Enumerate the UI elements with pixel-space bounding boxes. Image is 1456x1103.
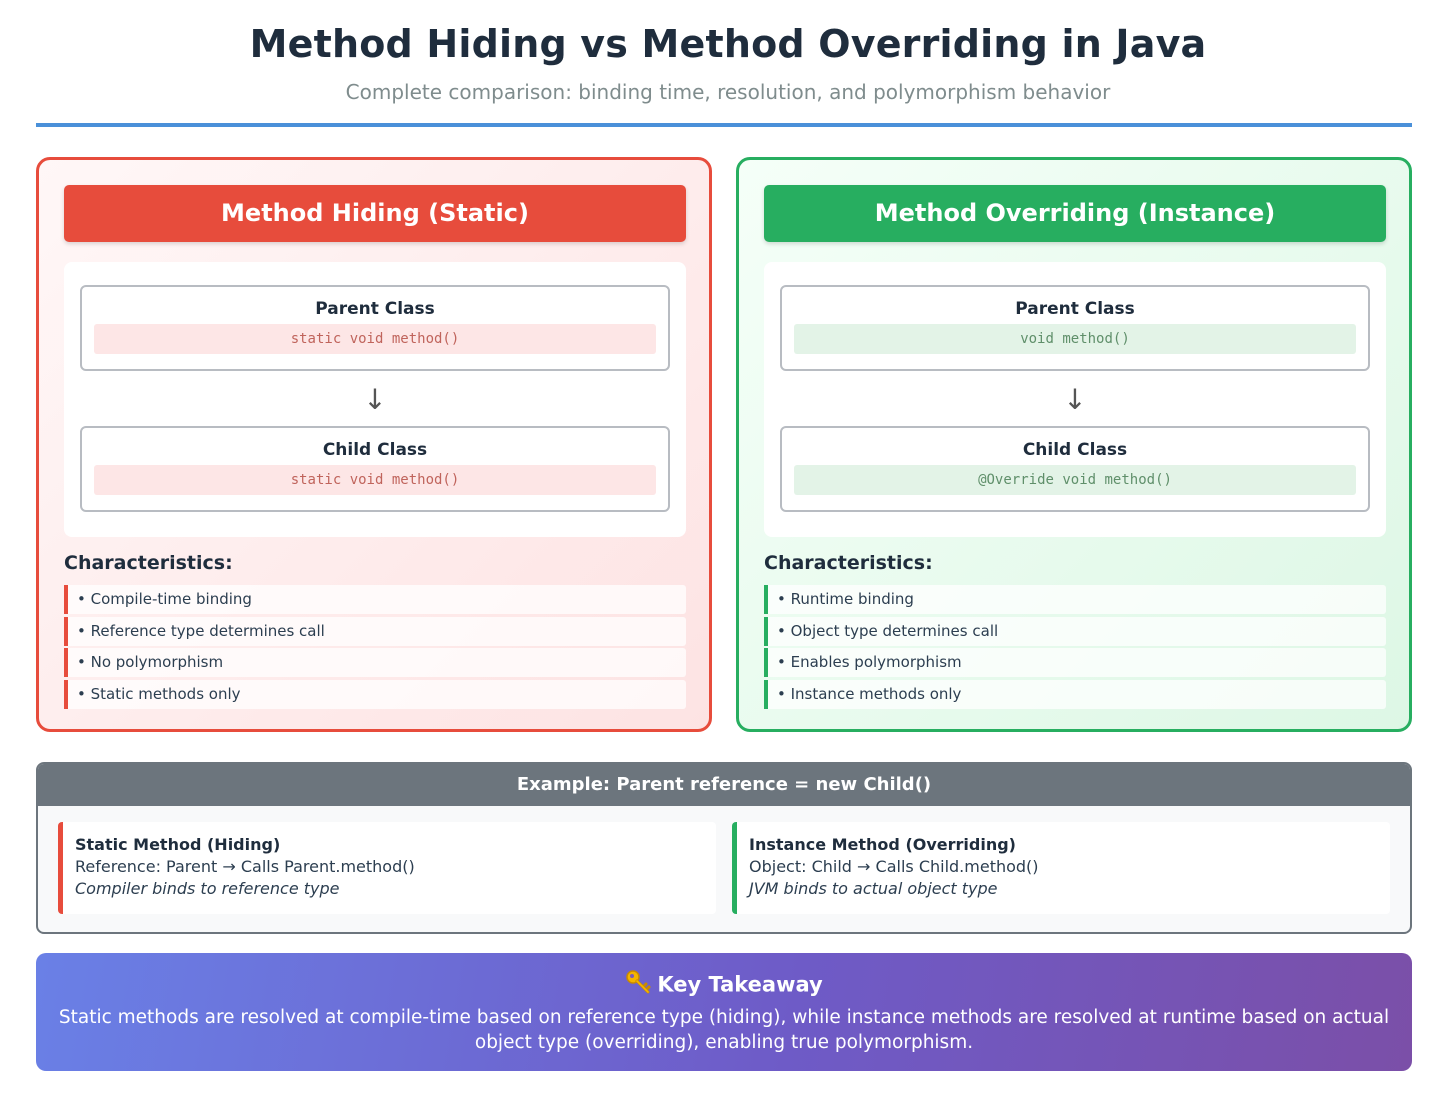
instance-example-note: JVM binds to actual object type (749, 879, 998, 898)
list-item: • Reference type determines call (64, 617, 686, 646)
list-item: • Runtime binding (764, 585, 1386, 614)
hiding-child-class-name: Child Class (322, 440, 428, 460)
static-example-title: Static Method (Hiding) (75, 835, 281, 854)
hiding-characteristics-title: Characteristics: (64, 552, 233, 574)
overriding-child-class-box (780, 426, 1370, 512)
takeaway-text: Static methods are resolved at compile-time based on reference type (hiding), while instance methods are resolved at runtime based on actual object type (overriding), enabling true polymorphism. (58, 1007, 1390, 1053)
instance-method-example-card (732, 822, 1390, 914)
list-item: • No polymorphism (64, 648, 686, 677)
hiding-parent-class-box (80, 285, 670, 371)
method-overriding-panel (736, 157, 1412, 732)
overriding-parent-method-code: void method() (794, 324, 1356, 354)
overriding-parent-class-name: Parent Class (1015, 299, 1135, 319)
overriding-characteristics-list (764, 585, 1386, 711)
example-section (36, 762, 1412, 934)
page-subtitle: Complete comparison: binding time, resolution, and polymorphism behavior (345, 80, 1111, 104)
overriding-characteristics-title: Characteristics: (764, 552, 933, 574)
hiding-child-class-box (80, 426, 670, 512)
overriding-class-diagram (764, 262, 1386, 537)
instance-example-line: Object: Child → Calls Child.method() (749, 857, 1039, 876)
overriding-parent-class-box (780, 285, 1370, 371)
takeaway-title: Key Takeaway (657, 972, 823, 997)
method-hiding-panel (36, 157, 712, 732)
list-item: • Instance methods only (764, 680, 1386, 709)
overriding-child-class-name: Child Class (1022, 440, 1128, 460)
hiding-panel-header: Method Hiding (Static) (64, 185, 686, 242)
takeaway-heading (36, 969, 1412, 1002)
static-example-line: Reference: Parent → Calls Parent.method() (75, 857, 415, 876)
overriding-child-method-code: @Override void method() (794, 465, 1356, 495)
overriding-inheritance-arrow-icon: ↓ (1063, 383, 1087, 416)
key-icon (625, 969, 651, 1002)
hiding-class-diagram (64, 262, 686, 537)
list-item: • Object type determines call (764, 617, 1386, 646)
hiding-child-method-code: static void method() (94, 465, 656, 495)
hiding-characteristics-list (64, 585, 686, 711)
instance-example-title: Instance Method (Overriding) (749, 835, 1016, 854)
list-item: • Static methods only (64, 680, 686, 709)
list-item: • Compile-time binding (64, 585, 686, 614)
overriding-panel-header: Method Overriding (Instance) (764, 185, 1386, 242)
static-example-note: Compiler binds to reference type (75, 879, 340, 898)
page-title: Method Hiding vs Method Overriding in Java (249, 22, 1207, 66)
example-header: Example: Parent reference = new Child() (38, 764, 1410, 806)
key-takeaway-banner (36, 953, 1412, 1071)
hiding-inheritance-arrow-icon: ↓ (363, 383, 387, 416)
hiding-parent-method-code: static void method() (94, 324, 656, 354)
list-item: • Enables polymorphism (764, 648, 1386, 677)
hiding-parent-class-name: Parent Class (315, 299, 435, 319)
static-method-example-card (58, 822, 716, 914)
header-divider (36, 123, 1412, 127)
